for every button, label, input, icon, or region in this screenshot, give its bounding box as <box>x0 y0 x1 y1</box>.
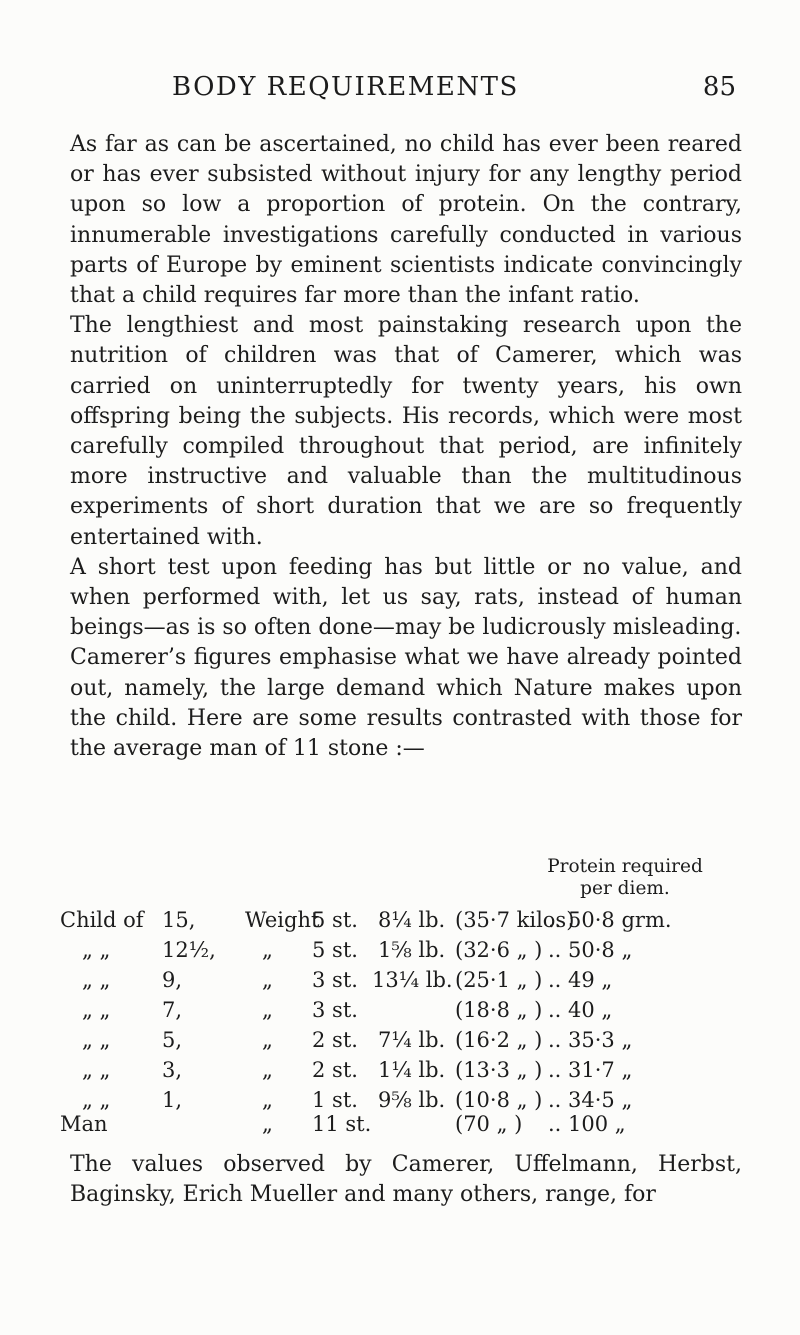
cell-weight-label: „ <box>262 1112 273 1136</box>
cell-kilos: (70 „ ) <box>455 1112 523 1136</box>
cell-stones: 2 st. <box>312 1028 358 1052</box>
cell-kilos: (18·8 „ ) <box>455 998 543 1022</box>
cell-kilos: (13·3 „ ) <box>455 1058 543 1082</box>
cell-kilos: (32·6 „ ) <box>455 938 543 962</box>
cell-subject: „ „ <box>82 1028 111 1052</box>
table-row <box>60 1058 750 1088</box>
cell-weight-label: „ <box>262 938 273 962</box>
cell-subject: „ „ <box>82 1088 111 1112</box>
protein-column-heading <box>500 856 750 900</box>
cell-age: 15, <box>162 908 196 932</box>
cell-age: 3, <box>162 1058 183 1082</box>
cell-stones: 5 st. <box>312 908 358 932</box>
cell-kilos: (10·8 „ ) <box>455 1088 543 1112</box>
cell-protein: .. 34·5 „ <box>548 1088 633 1112</box>
cell-subject: Child of <box>60 908 144 932</box>
running-title: BODY REQUIREMENTS <box>172 72 519 102</box>
cell-stones: 2 st. <box>312 1058 358 1082</box>
cell-weight-label: „ <box>262 1088 273 1112</box>
cell-weight-label: „ <box>262 1028 273 1052</box>
cell-weight-label: „ <box>262 968 273 992</box>
heading-line: Protein required <box>547 856 703 877</box>
closing-paragraph <box>70 1150 742 1210</box>
cell-protein: .. 35·3 „ <box>548 1028 633 1052</box>
paragraph: The lengthiest and most painstaking research upon the nutrition of children was that of Camerer, which was carried on uninterruptedly for twenty years, his own offspring being the subjects. His records, which were most carefully compiled throughout that period, are infinitely more instructive and valuable than the multitudinous experiments of short duration that we are so frequently entertained with. <box>70 313 742 550</box>
cell-protein: .. 50·8 „ <box>548 938 633 962</box>
cell-protein: .. 49 „ <box>548 968 613 992</box>
cell-protein: .. 50·8 grm. <box>548 908 672 932</box>
cell-kilos: (25·1 „ ) <box>455 968 543 992</box>
cell-stones: 3 st. <box>312 968 358 992</box>
table-row <box>60 908 750 938</box>
cell-pounds: 8¼ lb. <box>378 908 446 932</box>
cell-pounds: 7¼ lb. <box>378 1028 446 1052</box>
cell-subject: „ „ <box>82 968 111 992</box>
paragraph: A short test upon feeding has but little or no value, and when performed with, let us say, rats, instead of human beings—as is so often done—may be ludicrously misleading. <box>70 554 742 641</box>
cell-stones: 5 st. <box>312 938 358 962</box>
table-row <box>60 1112 750 1142</box>
cell-age: 12½, <box>162 938 216 962</box>
paragraph: Camerer’s figures emphasise what we have already pointed out, namely, the large demand which Nature makes upon the child. Here are some results contrasted with those for the average man of 11 stone :— <box>70 645 742 762</box>
cell-pounds: 9⅝ lb. <box>378 1088 446 1112</box>
running-head <box>172 72 736 112</box>
cell-age: 5, <box>162 1028 183 1052</box>
cell-stones: 11 st. <box>312 1112 372 1136</box>
cell-protein: .. 100 „ <box>548 1112 626 1136</box>
table-row <box>60 938 750 968</box>
table-row <box>60 998 750 1028</box>
cell-protein: .. 31·7 „ <box>548 1058 633 1082</box>
table-row <box>60 1028 750 1058</box>
heading-line: per diem. <box>580 878 670 899</box>
cell-weight-label: „ <box>262 998 273 1022</box>
cell-stones: 1 st. <box>312 1088 358 1112</box>
page-number: 85 <box>702 72 736 102</box>
cell-pounds: 1⅝ lb. <box>378 938 446 962</box>
body-text <box>70 130 742 764</box>
cell-pounds: 1¼ lb. <box>378 1058 446 1082</box>
cell-subject: „ „ <box>82 938 111 962</box>
cell-weight-label: „ <box>262 1058 273 1082</box>
table-row <box>60 968 750 998</box>
cell-weight-label: Weight <box>245 908 320 932</box>
cell-age: 1, <box>162 1088 183 1112</box>
cell-subject: Man <box>60 1112 108 1136</box>
cell-age: 9, <box>162 968 183 992</box>
cell-kilos: (35·7 kilos) <box>455 908 575 932</box>
paragraph: As far as can be ascertained, no child has ever been reared or has ever subsisted without injury for any lengthy period upon so low a proportion of protein. On the contrary, innumerable investigations carefully conducted in various parts of Europe by eminent scientists indicate convincingly that a child requires far more than the infant ratio. <box>70 132 742 309</box>
cell-subject: „ „ <box>82 1058 111 1082</box>
cell-stones: 3 st. <box>312 998 358 1022</box>
paragraph: The values observed by Camerer, Uffelmann, Herbst, Baginsky, Erich Mueller and many others, range, for <box>70 1152 742 1208</box>
cell-pounds: 13¼ lb. <box>372 968 453 992</box>
cell-protein: .. 40 „ <box>548 998 613 1022</box>
cell-age: 7, <box>162 998 183 1022</box>
cell-subject: „ „ <box>82 998 111 1022</box>
cell-kilos: (16·2 „ ) <box>455 1028 543 1052</box>
